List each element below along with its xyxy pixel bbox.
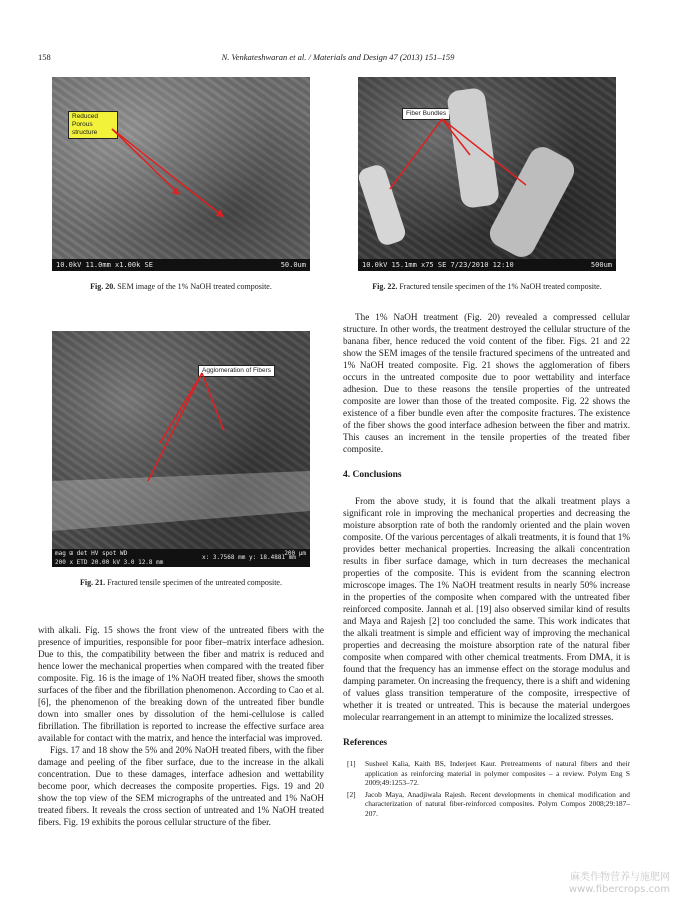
left-paragraph-1: with alkali. Fig. 15 shows the front view of the untreated fibers with the presence of impurities, responsible for poor fiber–matrix interface adhesion. Due to this, the compatibility between the fiber and matrix is reduced and hence lower the mechanical properties when compared with the treated fiber composite. Fig. 16 is the image of 1% NaOH treated fiber, shows the smooth surfaces of the fiber and the fibrillation phenomenon. According to Cao et al. [6], the phenomenon of the breaking down of the untreated fiber bundle down into smaller ones by dissolution of the hemi-cellulose is called fibrillation. The fibrillation is reported to increase the effective surface area available for contact with the matrix, and hence the interfacial was improved.: [38, 625, 324, 743]
fig22-bar-scale: 500um: [590, 261, 612, 269]
fig20-caption: [52, 282, 310, 291]
reference-item: [343, 790, 630, 819]
reference-number: [1]: [347, 759, 356, 768]
fig21-label-box: Agglomeration of Fibers: [198, 365, 275, 377]
fig22-sem-image: [358, 77, 616, 271]
fig21-bar-left: mag ⊞ det HV spot WD: [55, 550, 128, 557]
running-head: [38, 52, 638, 66]
left-paragraph-2: Figs. 17 and 18 show the 5% and 20% NaOH treated fibers, with the fiber damage and peeling of the fiber surface, due to the increase in the alkali concentration. Due to these damages, interface adhesion and wettability become poor, which decreases the composite properties. Figs. 19 and 20 show the top view of the SEM micrographs of the untreated and 1% NaOH treated fibers. It reveals the cross section of untreated and 1% NaOH treated fibers. Fig. 19 exhibits the porous cellular structure of the fiber.: [38, 745, 324, 827]
fig21-bar-left2: 200 x ETD 20.00 kV 3.0 12.8 mm: [55, 559, 164, 566]
fig21-caption-text: Fractured tensile specimen of the untreated composite.: [107, 578, 282, 587]
left-column: [38, 624, 324, 828]
fig20-bar-scale: 50.0um: [280, 261, 306, 269]
reference-text: Susheel Kalia, Kaith BS, Inderjeet Kaur. Pretreatments of natural fibers and their application as reinforcing material in polymer composites – a review. Polym Eng S 2009;49:1253–72.: [365, 759, 630, 787]
fig21-arrows: [52, 331, 310, 545]
fig22-caption-text: Fractured tensile specimen of the 1% NaOH treated composite.: [399, 282, 602, 291]
fig21-bar-coords: x: 3.7568 mm y: 18.4881 mm: [202, 554, 296, 561]
fig21-caption-number: Fig. 21.: [80, 578, 106, 587]
watermark-line-1: 麻类作物营养与施肥网: [570, 872, 670, 883]
right-column: [343, 311, 630, 820]
fig21-caption: [52, 578, 310, 587]
fig22-label-box: Fiber Bundles: [402, 108, 450, 120]
fig21-bar-scale: 200 μm: [284, 550, 306, 557]
fig20-label-box: Reduced Porous structure: [68, 111, 118, 139]
reference-number: [2]: [347, 789, 356, 799]
fig20-bar-info: 10.0kV 11.0mm x1.00k SE: [56, 261, 153, 269]
fig21-scale-bar: [52, 549, 310, 567]
conclusions-paragraph: From the above study, it is found that the alkali treatment plays a significant role in improving the mechanical properties and decreasing the moisture absorption rate of both the randomly oriented and the plain woven composite. Of the various percentages of alkali treatments, it is found that 1% provides better mechanical properties. Increasing the alkali concentration results in fiber surface damage, which in turn decreases the mechanical properties of the composite. This is evident from the scanning electron microscope images. The 1% NaOH treatment results in nearly 50% increase in the properties of the composite when compared with the untreated fiber reinforced composite. Jannah et al. [19] also observed similar kind of results and Maya and Rajesh [2] too concluded the same. This work indicates that the alkali treatment is simple and efficient way of improving the mechanical properties and decreasing the moisture absorption rate of the natural fiber composite when compared with other chemical treatments. From DMA, it is found that the frequency has an immense effect on the storage modulus and damping parameter. On increasing the frequency, there is a shift and widening of values glass transition temperature of the composite, irrespective of whether it is treated or untreated. This is because the material undergoes molecular rearrangement in an attempt to minimize the localized stresses.: [343, 496, 630, 722]
fig22-caption: [358, 282, 616, 291]
references-list: [343, 759, 630, 818]
fig20-caption-text: SEM image of the 1% NaOH treated composite.: [117, 282, 272, 291]
fig20-arrows: [52, 77, 310, 259]
conclusions-heading: 4. Conclusions: [343, 470, 402, 480]
reference-text: Jacob Maya, Anadjiwala Rajesh. Recent developments in chemical modification and characterization of natural fiber-reinforced composites. Polym Compos 2008;29:187–207.: [365, 789, 630, 818]
page-number: 158: [38, 52, 51, 62]
fig22-scale-bar: [358, 259, 616, 271]
references-heading: References: [343, 738, 388, 748]
fig22-bar-info: 10.0kV 15.1mm x75 SE 7/23/2010 12:10: [362, 261, 514, 269]
journal-citation: N. Venkateshwaran et al. / Materials and Design 47 (2013) 151–159: [221, 52, 455, 62]
fig20-caption-number: Fig. 20.: [90, 282, 116, 291]
site-watermark: [450, 872, 670, 896]
reference-item: [343, 759, 630, 788]
fig20-sem-image: [52, 77, 310, 271]
fig21-sem-image: [52, 331, 310, 567]
fig22-fibers: [358, 77, 616, 259]
right-paragraph-1: The 1% NaOH treatment (Fig. 20) revealed a compressed cellular structure. In other words, the treatment destroyed the cellular structure of the banana fiber, hence reduced the void content of the fiber. Figs. 21 and 22 show the SEM images of the tensile fractured specimens of the untreated and 1% NaOH treated composite. Fig. 21 shows the agglomeration of fibers occurs in the untreated composite due to poor wettability and interface adhesion. Due to these reasons the tensile properties of the untreated composite are lower than those of the treated composite. Fig. 22 shows the existence of a fiber bundle even after the composite fractures. The existence of the fiber shows the good interface adhesion between the fiber and matrix. This causes an increment in the tensile properties of the treated fiber composite.: [343, 312, 630, 454]
fig20-scale-bar: [52, 259, 310, 271]
watermark-line-2: www.fibercrops.com: [568, 884, 670, 895]
fig22-caption-number: Fig. 22.: [372, 282, 398, 291]
